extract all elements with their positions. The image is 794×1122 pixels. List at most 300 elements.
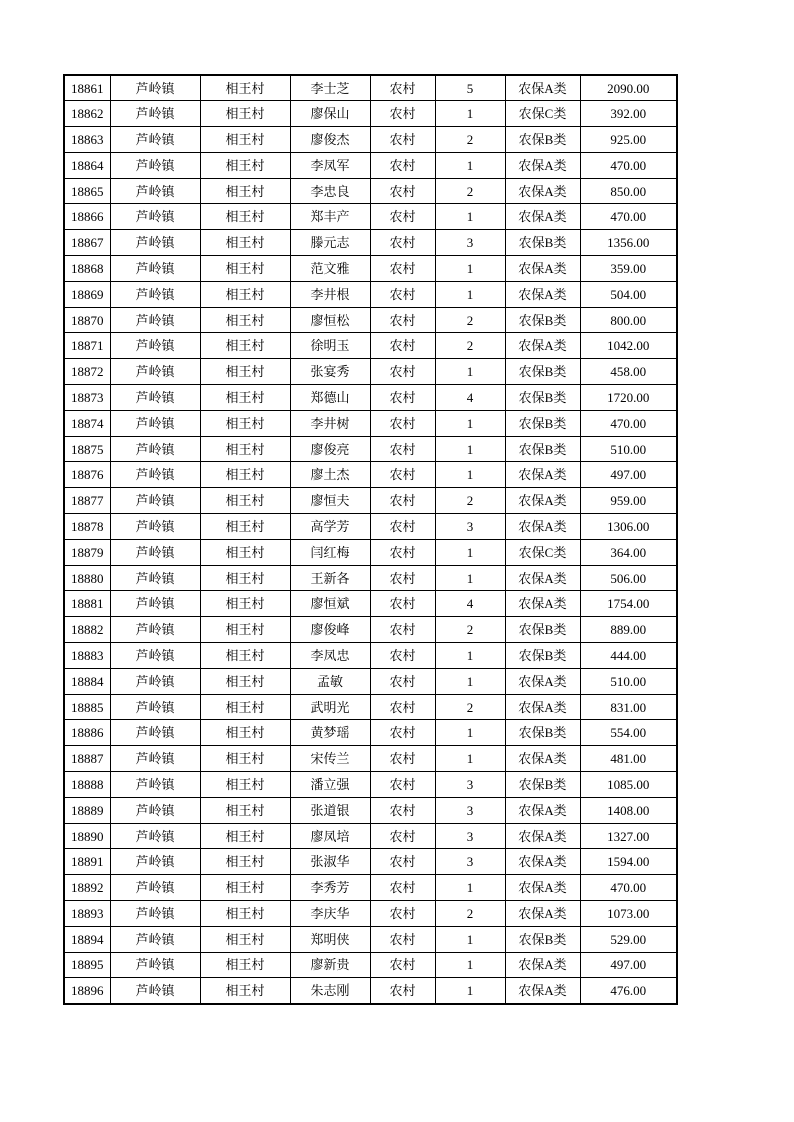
cell-person-name: 廖俊亮 xyxy=(290,436,370,462)
cell-town: 芦岭镇 xyxy=(110,256,200,282)
cell-insurance-class: 农保A类 xyxy=(505,823,580,849)
table-row xyxy=(64,101,677,127)
cell-amount: 470.00 xyxy=(580,204,677,230)
cell-insurance-class: 农保A类 xyxy=(505,901,580,927)
cell-town: 芦岭镇 xyxy=(110,746,200,772)
cell-insurance-class: 农保B类 xyxy=(505,926,580,952)
cell-village: 相王村 xyxy=(200,720,290,746)
cell-amount: 529.00 xyxy=(580,926,677,952)
cell-village: 相王村 xyxy=(200,901,290,927)
cell-village: 相王村 xyxy=(200,488,290,514)
cell-town: 芦岭镇 xyxy=(110,152,200,178)
cell-serial-number: 18863 xyxy=(64,127,110,153)
cell-town: 芦岭镇 xyxy=(110,952,200,978)
cell-insurance-class: 农保A类 xyxy=(505,281,580,307)
cell-person-name: 张道银 xyxy=(290,797,370,823)
cell-household-type: 农村 xyxy=(370,901,435,927)
cell-town: 芦岭镇 xyxy=(110,385,200,411)
cell-insurance-class: 农保B类 xyxy=(505,385,580,411)
table-row xyxy=(64,849,677,875)
cell-serial-number: 18867 xyxy=(64,230,110,256)
cell-town: 芦岭镇 xyxy=(110,668,200,694)
cell-household-type: 农村 xyxy=(370,127,435,153)
cell-village: 相王村 xyxy=(200,178,290,204)
cell-village: 相王村 xyxy=(200,514,290,540)
cell-insurance-class: 农保A类 xyxy=(505,849,580,875)
table-row xyxy=(64,901,677,927)
cell-village: 相王村 xyxy=(200,849,290,875)
cell-village: 相王村 xyxy=(200,256,290,282)
cell-village: 相王村 xyxy=(200,668,290,694)
cell-serial-number: 18894 xyxy=(64,926,110,952)
cell-person-name: 李凤军 xyxy=(290,152,370,178)
cell-insurance-class: 农保A类 xyxy=(505,694,580,720)
roster-body xyxy=(64,75,677,1004)
cell-amount: 481.00 xyxy=(580,746,677,772)
cell-town: 芦岭镇 xyxy=(110,591,200,617)
cell-person-count: 1 xyxy=(435,152,505,178)
cell-village: 相王村 xyxy=(200,385,290,411)
cell-serial-number: 18896 xyxy=(64,978,110,1004)
cell-serial-number: 18880 xyxy=(64,565,110,591)
cell-amount: 889.00 xyxy=(580,617,677,643)
table-row xyxy=(64,514,677,540)
cell-serial-number: 18886 xyxy=(64,720,110,746)
cell-serial-number: 18876 xyxy=(64,462,110,488)
table-row xyxy=(64,75,677,101)
cell-household-type: 农村 xyxy=(370,952,435,978)
cell-amount: 510.00 xyxy=(580,668,677,694)
table-row xyxy=(64,462,677,488)
cell-person-count: 1 xyxy=(435,101,505,127)
cell-person-count: 2 xyxy=(435,901,505,927)
cell-insurance-class: 农保A类 xyxy=(505,75,580,101)
cell-person-count: 1 xyxy=(435,643,505,669)
cell-person-name: 李忠良 xyxy=(290,178,370,204)
cell-household-type: 农村 xyxy=(370,617,435,643)
cell-serial-number: 18868 xyxy=(64,256,110,282)
cell-village: 相王村 xyxy=(200,410,290,436)
cell-village: 相王村 xyxy=(200,101,290,127)
cell-person-count: 1 xyxy=(435,410,505,436)
cell-serial-number: 18879 xyxy=(64,539,110,565)
cell-village: 相王村 xyxy=(200,875,290,901)
cell-village: 相王村 xyxy=(200,152,290,178)
table-row xyxy=(64,359,677,385)
cell-amount: 392.00 xyxy=(580,101,677,127)
cell-household-type: 农村 xyxy=(370,926,435,952)
cell-household-type: 农村 xyxy=(370,410,435,436)
cell-town: 芦岭镇 xyxy=(110,436,200,462)
cell-person-count: 1 xyxy=(435,668,505,694)
cell-amount: 1327.00 xyxy=(580,823,677,849)
cell-village: 相王村 xyxy=(200,127,290,153)
cell-person-count: 3 xyxy=(435,772,505,798)
cell-town: 芦岭镇 xyxy=(110,204,200,230)
cell-town: 芦岭镇 xyxy=(110,307,200,333)
cell-person-name: 李士芝 xyxy=(290,75,370,101)
cell-serial-number: 18884 xyxy=(64,668,110,694)
cell-town: 芦岭镇 xyxy=(110,643,200,669)
cell-village: 相王村 xyxy=(200,307,290,333)
cell-serial-number: 18885 xyxy=(64,694,110,720)
cell-person-name: 郑德山 xyxy=(290,385,370,411)
table-row xyxy=(64,178,677,204)
cell-amount: 470.00 xyxy=(580,875,677,901)
cell-town: 芦岭镇 xyxy=(110,617,200,643)
cell-household-type: 农村 xyxy=(370,281,435,307)
table-row xyxy=(64,952,677,978)
cell-household-type: 农村 xyxy=(370,797,435,823)
cell-village: 相王村 xyxy=(200,75,290,101)
cell-village: 相王村 xyxy=(200,462,290,488)
cell-serial-number: 18864 xyxy=(64,152,110,178)
cell-insurance-class: 农保A类 xyxy=(505,797,580,823)
cell-insurance-class: 农保A类 xyxy=(505,514,580,540)
cell-person-name: 黄梦瑶 xyxy=(290,720,370,746)
cell-person-name: 李井树 xyxy=(290,410,370,436)
cell-person-count: 1 xyxy=(435,204,505,230)
cell-amount: 506.00 xyxy=(580,565,677,591)
cell-insurance-class: 农保B类 xyxy=(505,772,580,798)
cell-insurance-class: 农保B类 xyxy=(505,359,580,385)
cell-person-name: 廖恒夫 xyxy=(290,488,370,514)
cell-town: 芦岭镇 xyxy=(110,875,200,901)
cell-person-count: 1 xyxy=(435,281,505,307)
cell-town: 芦岭镇 xyxy=(110,75,200,101)
cell-amount: 497.00 xyxy=(580,952,677,978)
cell-household-type: 农村 xyxy=(370,849,435,875)
cell-village: 相王村 xyxy=(200,565,290,591)
cell-household-type: 农村 xyxy=(370,746,435,772)
cell-insurance-class: 农保A类 xyxy=(505,978,580,1004)
table-row xyxy=(64,668,677,694)
cell-person-name: 宋传兰 xyxy=(290,746,370,772)
cell-amount: 1306.00 xyxy=(580,514,677,540)
cell-insurance-class: 农保A类 xyxy=(505,152,580,178)
cell-household-type: 农村 xyxy=(370,178,435,204)
cell-serial-number: 18869 xyxy=(64,281,110,307)
cell-person-name: 廖凤培 xyxy=(290,823,370,849)
cell-person-count: 5 xyxy=(435,75,505,101)
table-row xyxy=(64,152,677,178)
cell-household-type: 农村 xyxy=(370,591,435,617)
table-row xyxy=(64,204,677,230)
cell-amount: 800.00 xyxy=(580,307,677,333)
cell-town: 芦岭镇 xyxy=(110,230,200,256)
cell-household-type: 农村 xyxy=(370,75,435,101)
cell-town: 芦岭镇 xyxy=(110,720,200,746)
cell-person-count: 3 xyxy=(435,823,505,849)
table-row xyxy=(64,436,677,462)
cell-serial-number: 18878 xyxy=(64,514,110,540)
table-row xyxy=(64,978,677,1004)
cell-person-name: 李井根 xyxy=(290,281,370,307)
cell-serial-number: 18892 xyxy=(64,875,110,901)
cell-household-type: 农村 xyxy=(370,436,435,462)
cell-amount: 1073.00 xyxy=(580,901,677,927)
cell-town: 芦岭镇 xyxy=(110,694,200,720)
cell-village: 相王村 xyxy=(200,772,290,798)
cell-person-count: 3 xyxy=(435,514,505,540)
cell-household-type: 农村 xyxy=(370,359,435,385)
cell-insurance-class: 农保A类 xyxy=(505,875,580,901)
cell-amount: 470.00 xyxy=(580,152,677,178)
cell-village: 相王村 xyxy=(200,333,290,359)
cell-household-type: 农村 xyxy=(370,978,435,1004)
cell-serial-number: 18893 xyxy=(64,901,110,927)
cell-amount: 831.00 xyxy=(580,694,677,720)
cell-village: 相王村 xyxy=(200,978,290,1004)
cell-household-type: 农村 xyxy=(370,462,435,488)
cell-household-type: 农村 xyxy=(370,720,435,746)
cell-town: 芦岭镇 xyxy=(110,849,200,875)
cell-town: 芦岭镇 xyxy=(110,823,200,849)
cell-insurance-class: 农保B类 xyxy=(505,643,580,669)
payment-roster-table xyxy=(63,74,678,1005)
table-row xyxy=(64,127,677,153)
cell-household-type: 农村 xyxy=(370,823,435,849)
cell-household-type: 农村 xyxy=(370,333,435,359)
cell-person-count: 2 xyxy=(435,127,505,153)
cell-amount: 476.00 xyxy=(580,978,677,1004)
cell-person-name: 廖俊杰 xyxy=(290,127,370,153)
cell-person-count: 3 xyxy=(435,230,505,256)
cell-town: 芦岭镇 xyxy=(110,178,200,204)
cell-town: 芦岭镇 xyxy=(110,797,200,823)
cell-town: 芦岭镇 xyxy=(110,359,200,385)
cell-person-name: 潘立强 xyxy=(290,772,370,798)
cell-person-count: 2 xyxy=(435,617,505,643)
cell-amount: 470.00 xyxy=(580,410,677,436)
cell-insurance-class: 农保A类 xyxy=(505,333,580,359)
cell-person-name: 滕元志 xyxy=(290,230,370,256)
cell-insurance-class: 农保A类 xyxy=(505,204,580,230)
cell-person-name: 廖俊峰 xyxy=(290,617,370,643)
cell-village: 相王村 xyxy=(200,281,290,307)
cell-village: 相王村 xyxy=(200,952,290,978)
cell-amount: 510.00 xyxy=(580,436,677,462)
cell-insurance-class: 农保A类 xyxy=(505,256,580,282)
cell-household-type: 农村 xyxy=(370,694,435,720)
cell-person-count: 4 xyxy=(435,591,505,617)
cell-insurance-class: 农保C类 xyxy=(505,539,580,565)
cell-insurance-class: 农保A类 xyxy=(505,591,580,617)
cell-person-name: 高学芳 xyxy=(290,514,370,540)
table-row xyxy=(64,333,677,359)
cell-person-name: 王新各 xyxy=(290,565,370,591)
cell-amount: 1085.00 xyxy=(580,772,677,798)
cell-person-name: 李庆华 xyxy=(290,901,370,927)
cell-household-type: 农村 xyxy=(370,307,435,333)
cell-person-name: 范文雅 xyxy=(290,256,370,282)
table-row xyxy=(64,875,677,901)
cell-amount: 1042.00 xyxy=(580,333,677,359)
cell-person-count: 2 xyxy=(435,178,505,204)
cell-serial-number: 18882 xyxy=(64,617,110,643)
cell-insurance-class: 农保A类 xyxy=(505,565,580,591)
cell-person-name: 廖恒松 xyxy=(290,307,370,333)
cell-person-name: 廖新贵 xyxy=(290,952,370,978)
cell-insurance-class: 农保A类 xyxy=(505,952,580,978)
cell-household-type: 农村 xyxy=(370,539,435,565)
cell-household-type: 农村 xyxy=(370,565,435,591)
cell-serial-number: 18870 xyxy=(64,307,110,333)
cell-town: 芦岭镇 xyxy=(110,978,200,1004)
cell-person-name: 徐明玉 xyxy=(290,333,370,359)
cell-serial-number: 18887 xyxy=(64,746,110,772)
cell-village: 相王村 xyxy=(200,694,290,720)
cell-insurance-class: 农保A类 xyxy=(505,178,580,204)
cell-village: 相王村 xyxy=(200,204,290,230)
table-row xyxy=(64,591,677,617)
cell-person-count: 1 xyxy=(435,926,505,952)
cell-amount: 1356.00 xyxy=(580,230,677,256)
cell-serial-number: 18873 xyxy=(64,385,110,411)
cell-person-count: 1 xyxy=(435,952,505,978)
table-row xyxy=(64,772,677,798)
table-row xyxy=(64,617,677,643)
cell-person-name: 李秀芳 xyxy=(290,875,370,901)
cell-person-name: 廖恒斌 xyxy=(290,591,370,617)
cell-amount: 925.00 xyxy=(580,127,677,153)
cell-person-name: 郑丰产 xyxy=(290,204,370,230)
cell-insurance-class: 农保B类 xyxy=(505,617,580,643)
cell-amount: 2090.00 xyxy=(580,75,677,101)
cell-person-count: 1 xyxy=(435,462,505,488)
cell-serial-number: 18861 xyxy=(64,75,110,101)
cell-insurance-class: 农保C类 xyxy=(505,101,580,127)
cell-village: 相王村 xyxy=(200,643,290,669)
cell-town: 芦岭镇 xyxy=(110,281,200,307)
cell-person-count: 1 xyxy=(435,539,505,565)
cell-village: 相王村 xyxy=(200,359,290,385)
table-row xyxy=(64,281,677,307)
cell-serial-number: 18871 xyxy=(64,333,110,359)
cell-household-type: 农村 xyxy=(370,875,435,901)
cell-amount: 497.00 xyxy=(580,462,677,488)
cell-person-count: 3 xyxy=(435,849,505,875)
cell-person-name: 闫红梅 xyxy=(290,539,370,565)
cell-village: 相王村 xyxy=(200,539,290,565)
cell-person-count: 1 xyxy=(435,256,505,282)
table-row xyxy=(64,410,677,436)
cell-household-type: 农村 xyxy=(370,514,435,540)
cell-serial-number: 18872 xyxy=(64,359,110,385)
cell-amount: 1408.00 xyxy=(580,797,677,823)
cell-amount: 444.00 xyxy=(580,643,677,669)
cell-person-count: 1 xyxy=(435,746,505,772)
cell-town: 芦岭镇 xyxy=(110,772,200,798)
cell-serial-number: 18895 xyxy=(64,952,110,978)
cell-person-count: 1 xyxy=(435,436,505,462)
cell-village: 相王村 xyxy=(200,436,290,462)
cell-amount: 458.00 xyxy=(580,359,677,385)
table-row xyxy=(64,926,677,952)
cell-person-count: 1 xyxy=(435,359,505,385)
table-row xyxy=(64,256,677,282)
cell-serial-number: 18891 xyxy=(64,849,110,875)
cell-household-type: 农村 xyxy=(370,488,435,514)
cell-serial-number: 18866 xyxy=(64,204,110,230)
cell-town: 芦岭镇 xyxy=(110,901,200,927)
cell-amount: 504.00 xyxy=(580,281,677,307)
cell-town: 芦岭镇 xyxy=(110,565,200,591)
cell-amount: 1754.00 xyxy=(580,591,677,617)
cell-household-type: 农村 xyxy=(370,668,435,694)
cell-serial-number: 18862 xyxy=(64,101,110,127)
cell-insurance-class: 农保B类 xyxy=(505,720,580,746)
table-row xyxy=(64,797,677,823)
cell-town: 芦岭镇 xyxy=(110,514,200,540)
cell-insurance-class: 农保A类 xyxy=(505,462,580,488)
cell-amount: 359.00 xyxy=(580,256,677,282)
cell-person-count: 2 xyxy=(435,333,505,359)
cell-village: 相王村 xyxy=(200,823,290,849)
cell-amount: 364.00 xyxy=(580,539,677,565)
cell-person-name: 朱志刚 xyxy=(290,978,370,1004)
table-row xyxy=(64,720,677,746)
cell-amount: 554.00 xyxy=(580,720,677,746)
cell-person-count: 1 xyxy=(435,875,505,901)
cell-amount: 1720.00 xyxy=(580,385,677,411)
table-row xyxy=(64,746,677,772)
cell-person-count: 3 xyxy=(435,797,505,823)
cell-household-type: 农村 xyxy=(370,101,435,127)
cell-person-name: 郑明侠 xyxy=(290,926,370,952)
cell-town: 芦岭镇 xyxy=(110,127,200,153)
cell-serial-number: 18889 xyxy=(64,797,110,823)
table-row xyxy=(64,565,677,591)
cell-town: 芦岭镇 xyxy=(110,539,200,565)
cell-household-type: 农村 xyxy=(370,772,435,798)
cell-serial-number: 18875 xyxy=(64,436,110,462)
cell-person-name: 张宴秀 xyxy=(290,359,370,385)
cell-town: 芦岭镇 xyxy=(110,926,200,952)
table-row xyxy=(64,694,677,720)
cell-person-count: 2 xyxy=(435,307,505,333)
cell-village: 相王村 xyxy=(200,591,290,617)
cell-town: 芦岭镇 xyxy=(110,462,200,488)
cell-household-type: 农村 xyxy=(370,230,435,256)
table-row xyxy=(64,230,677,256)
cell-insurance-class: 农保B类 xyxy=(505,307,580,333)
cell-amount: 850.00 xyxy=(580,178,677,204)
cell-person-count: 2 xyxy=(435,488,505,514)
table-row xyxy=(64,488,677,514)
cell-person-name: 武明光 xyxy=(290,694,370,720)
cell-insurance-class: 农保B类 xyxy=(505,127,580,153)
cell-serial-number: 18874 xyxy=(64,410,110,436)
cell-insurance-class: 农保A类 xyxy=(505,746,580,772)
cell-insurance-class: 农保A类 xyxy=(505,668,580,694)
cell-person-count: 1 xyxy=(435,978,505,1004)
cell-person-count: 1 xyxy=(435,720,505,746)
cell-serial-number: 18881 xyxy=(64,591,110,617)
cell-village: 相王村 xyxy=(200,746,290,772)
cell-insurance-class: 农保B类 xyxy=(505,230,580,256)
cell-person-count: 1 xyxy=(435,565,505,591)
cell-village: 相王村 xyxy=(200,926,290,952)
cell-town: 芦岭镇 xyxy=(110,333,200,359)
cell-household-type: 农村 xyxy=(370,256,435,282)
cell-village: 相王村 xyxy=(200,230,290,256)
cell-serial-number: 18890 xyxy=(64,823,110,849)
cell-person-name: 廖土杰 xyxy=(290,462,370,488)
cell-person-name: 孟敏 xyxy=(290,668,370,694)
cell-town: 芦岭镇 xyxy=(110,488,200,514)
cell-serial-number: 18865 xyxy=(64,178,110,204)
